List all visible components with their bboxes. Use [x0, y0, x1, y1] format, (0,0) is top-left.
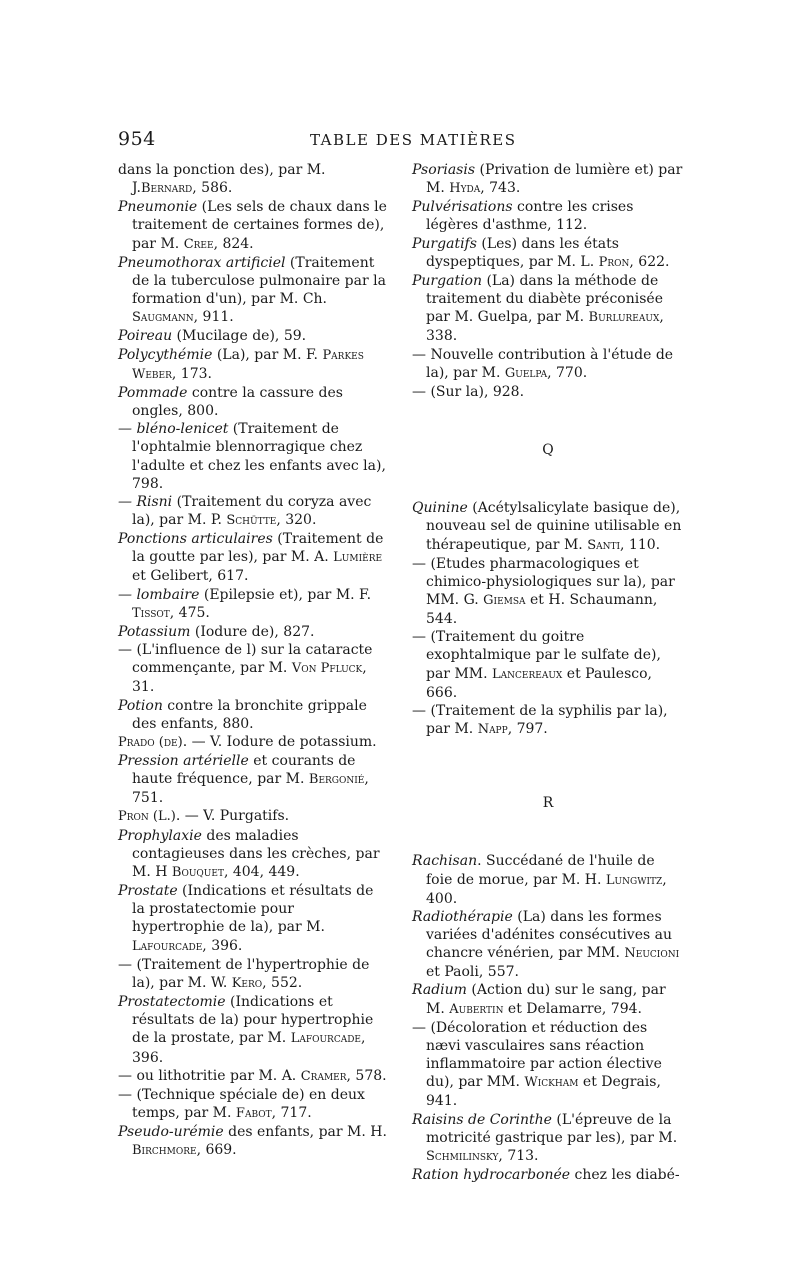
entry-headword: Ration hydrocarbonée: [412, 1167, 571, 1184]
entry-headword: Rachisan: [412, 853, 478, 870]
entry-reference: , 404, 449.: [223, 863, 300, 880]
index-entry: [412, 499, 684, 554]
entry-text: (Acétylsalicylate basique de), nouveau sel de quinine utilisable en thérapeutique, par M.: [426, 500, 682, 553]
entry-text: (Les) dans les états dyspeptiques, par M. L.: [426, 235, 619, 270]
entry-author: Giemsa: [483, 592, 526, 608]
entry-text: contre la cassure des ongles, 800.: [132, 384, 343, 420]
entry-headword: Prostate: [118, 883, 178, 900]
entry-reference: , 911.: [193, 309, 234, 326]
entry-reference: , 396.: [202, 937, 243, 954]
entry-text: dans la ponction des), par M. J.: [118, 162, 326, 197]
entry-headword: Purgation: [412, 272, 482, 289]
entry-reference: . — V. Purgatifs.: [175, 808, 290, 825]
entry-author: Santi: [587, 537, 621, 553]
entry-text: — (Traitement de l'hypertrophie de la), par M. W.: [118, 956, 370, 991]
entry-author: Hyda: [449, 181, 481, 197]
entry-text: (L'épreuve de la motricité gastrique par les), par M.: [426, 1111, 678, 1146]
entry-text: contre la bronchite grippale des enfants, 880.: [132, 697, 367, 732]
entry-reference: , 475.: [169, 604, 210, 621]
entry-reference: , 31.: [132, 660, 367, 696]
index-entry: [412, 555, 684, 629]
index-entry: [118, 493, 390, 530]
index-entry: [118, 1067, 390, 1086]
entry-headword: — Risni: [118, 493, 173, 510]
index-entry: [118, 198, 390, 253]
entry-headword: Radiothérapie: [412, 908, 513, 925]
index-entry: [118, 586, 390, 623]
entry-reference: et Degrais, 941.: [426, 1074, 661, 1110]
entry-author: Bouquet: [171, 864, 224, 880]
entry-author: Pron: [598, 254, 630, 270]
index-entry: [118, 956, 390, 993]
entry-headword: Ponctions articulaires: [118, 531, 273, 548]
entry-text: (Epilepsie et), par M. F.: [199, 586, 372, 603]
index-entry: [412, 383, 684, 401]
entry-text: (La) dans la méthode de traitement du diabète préconisée par M. Guelpa, par M.: [426, 272, 663, 326]
entry-text: — (Sur la), 928.: [412, 383, 525, 400]
entry-author: Saugmann: [132, 310, 194, 326]
entry-author: Kero: [231, 975, 263, 991]
right-column: [412, 161, 684, 1184]
index-entry: [412, 628, 684, 702]
entry-author: Lumière: [333, 550, 383, 566]
entry-reference: , 578.: [346, 1067, 387, 1084]
index-entry: [118, 327, 390, 345]
entry-reference: , 552.: [262, 974, 303, 991]
entry-reference: , 770.: [547, 364, 588, 381]
index-entry: [118, 752, 390, 807]
entry-text: — (Traitement de la syphilis par la), par M.: [412, 702, 668, 738]
index-entry: [118, 420, 390, 493]
entry-text: . Succédané de l'huile de foie de morue, par M. H.: [426, 853, 655, 888]
entry-reference: et Gelibert, 617.: [132, 568, 249, 585]
entry-text: — (Technique spéciale de) en deux temps, par M.: [118, 1086, 365, 1121]
entry-author: Tissot: [132, 605, 170, 621]
index-entry: [412, 908, 684, 982]
index-entry: [412, 702, 684, 739]
entry-author: Birchmore: [132, 1143, 197, 1159]
entry-author: Fabot: [235, 1105, 272, 1121]
entry-text: — (Etudes pharmacologiques et chimico-physiologiques sur la), par MM. G.: [412, 555, 675, 608]
entry-author: Cree: [183, 236, 214, 252]
index-entry: [412, 235, 684, 272]
entry-text: (Action du) sur le sang, par M.: [426, 982, 666, 1017]
section-letter-q: Q: [542, 442, 554, 459]
entry-author: Neucioni: [624, 946, 680, 962]
entry-reference: , 586.: [192, 180, 233, 197]
entry-author: Wickham: [524, 1075, 579, 1091]
entry-text: — ou lithotritie par M. A.: [118, 1067, 301, 1084]
entry-author: Prado (de): [118, 734, 183, 750]
entry-reference: , 797.: [507, 721, 548, 738]
entry-headword: Polycythémie: [118, 346, 213, 363]
index-entry: [118, 1086, 390, 1123]
entry-author: Guelpa: [504, 365, 548, 381]
entry-text: (Privation de lumière et) par M.: [426, 162, 683, 197]
entry-headword: Pression artérielle: [118, 753, 249, 769]
entry-reference: et Paulesco, 666.: [426, 665, 652, 701]
entry-headword: Pneumothorax artificiel: [118, 254, 286, 271]
entry-headword: — lombaire: [118, 586, 200, 603]
index-entry: [412, 852, 684, 907]
entry-headword: Prophylaxie: [118, 827, 202, 844]
entry-text: (Traitement de la tuberculose pulmonaire par la formation d'un), par M. Ch.: [132, 254, 386, 308]
entry-reference: , 400.: [426, 871, 667, 907]
index-entry: [412, 198, 684, 234]
section-letter-r: R: [542, 795, 554, 812]
entry-author: Von Pfluck: [291, 661, 363, 677]
entry-text: — (Décoloration et réduction des nævi vasculaires sans réaction inflammatoire par action élective du), par MM.: [412, 1019, 662, 1091]
entry-text: (Traitement de la goutte par les), par M. A.: [132, 531, 384, 566]
entry-headword: Potassium: [118, 623, 191, 640]
entry-reference: , 338.: [426, 309, 664, 345]
index-entry: [412, 1019, 684, 1111]
entry-text: — (L'influence de l) sur la cataracte commençante, par M.: [118, 642, 373, 677]
index-entry: [118, 346, 390, 384]
index-entry: [412, 161, 684, 198]
entry-reference: . — V. Iodure de potassium.: [182, 733, 377, 750]
index-entry: [118, 161, 390, 198]
entry-reference: , 396.: [132, 1030, 366, 1066]
entry-reference: , 622.: [629, 253, 670, 270]
entry-author: Parkes Weber: [132, 347, 364, 382]
index-entry: [118, 254, 390, 328]
entry-headword: Quinine: [412, 500, 468, 517]
entry-text: (La), par M. F.: [212, 346, 323, 363]
entry-headword: Raisins de Corinthe: [412, 1111, 552, 1128]
entry-reference: et Delamarre, 794.: [503, 1000, 642, 1017]
entry-reference: , 713.: [498, 1147, 539, 1164]
index-entry: [412, 346, 684, 383]
index-entry: [118, 530, 390, 585]
entry-reference: , 717.: [271, 1104, 312, 1121]
entry-author: Pron (L.): [118, 809, 176, 825]
entry-text: des maladies contagieuses dans les crèches, par M. H: [132, 827, 380, 880]
index-entry: [118, 641, 390, 696]
entry-headword: Purgatifs: [412, 235, 477, 252]
entry-headword: Prostatectomie: [118, 994, 226, 1011]
entry-text: (Indications et résultats de la prostatectomie pour hypertrophie de la), par M.: [132, 883, 374, 936]
entry-author: Bernard: [140, 181, 193, 197]
entry-author: Burlureaux: [588, 310, 660, 326]
entry-author: Napp: [477, 722, 508, 738]
entry-author: Lafourcade: [132, 938, 203, 954]
entry-reference: , 320.: [276, 511, 317, 528]
left-column: [118, 161, 390, 1160]
entry-headword: Pommade: [118, 384, 188, 401]
entry-text: (Iodure de), 827.: [190, 623, 315, 640]
entry-text: (Mucilage de), 59.: [172, 328, 307, 345]
entry-text: (La) dans les formes variées d'adénites consécutives au chancre vénérien, par MM.: [426, 908, 672, 962]
index-entry: [412, 272, 684, 346]
entry-text: (Les sels de chaux dans le traitement de certaines formes de), par M.: [132, 199, 387, 252]
entry-author: Lungwitz: [605, 872, 663, 888]
entry-headword: Potion: [118, 697, 163, 714]
entry-headword: Radium: [412, 982, 467, 999]
entry-reference: , 743.: [480, 180, 521, 197]
entry-headword: Psoriasis: [412, 162, 476, 178]
index-entry: [118, 882, 390, 956]
index-entry: [412, 1166, 684, 1184]
entry-reference: , 110.: [620, 536, 661, 553]
entry-text: chez les diabé-: [570, 1167, 680, 1184]
running-head: TABLE DES MATIÈRES: [310, 131, 517, 149]
index-entry: [118, 993, 390, 1067]
entry-author: Schütte: [226, 512, 277, 528]
entry-text: contre les crises légères d'asthme, 112.: [426, 199, 634, 234]
entry-headword: Pneumonie: [118, 199, 198, 216]
entry-text: et courants de haute fréquence, par M.: [132, 753, 356, 788]
entry-author: Cramer: [300, 1068, 347, 1084]
entry-reference: et H. Schaumann, 544.: [426, 591, 658, 628]
entry-text: — Nouvelle contribution à l'étude de la), par M.: [412, 346, 674, 381]
index-entry: [118, 827, 390, 882]
entry-headword: Pseudo-urémie: [118, 1124, 224, 1141]
index-entry: [118, 384, 390, 420]
entry-author: Lancereaux: [492, 666, 563, 682]
entry-reference: , 824.: [213, 235, 254, 252]
entry-reference: , 751.: [132, 771, 369, 807]
index-entry: [118, 807, 390, 826]
entry-headword: — bléno-lenicet: [118, 421, 229, 438]
entry-author: Bergonié: [308, 772, 365, 788]
index-entry: [118, 623, 390, 641]
index-entry: [412, 981, 684, 1018]
index-entry: [118, 1123, 390, 1160]
entry-text: — (Traitement du goitre exophtalmique par le sulfate de), par MM.: [412, 629, 661, 682]
entry-text: des enfants, par M. H.: [223, 1124, 387, 1141]
entry-text: (Traitement du coryza avec la), par M. P.: [132, 493, 372, 528]
page-number: 954: [118, 128, 156, 150]
entry-text: (Traitement de l'ophtalmie blennorragique chez l'adulte et chez les enfants avec la), 798.: [132, 421, 386, 492]
entry-headword: Pulvérisations: [412, 199, 513, 216]
entry-reference: et Paoli, 557.: [426, 964, 519, 981]
entry-reference: , 669.: [196, 1142, 237, 1159]
index-entry: [118, 733, 390, 752]
entry-author: Schmilinsky: [426, 1148, 499, 1164]
entry-author: Lafourcade: [290, 1031, 362, 1047]
index-entry: [118, 697, 390, 733]
entry-text: (Indications et résultats de la) pour hypertrophie de la prostate, par M.: [132, 994, 374, 1047]
entry-author: Aubertin: [449, 1001, 504, 1017]
entry-headword: Poireau: [118, 328, 173, 345]
entry-reference: , 173.: [171, 365, 212, 382]
index-entry: [412, 1111, 684, 1166]
